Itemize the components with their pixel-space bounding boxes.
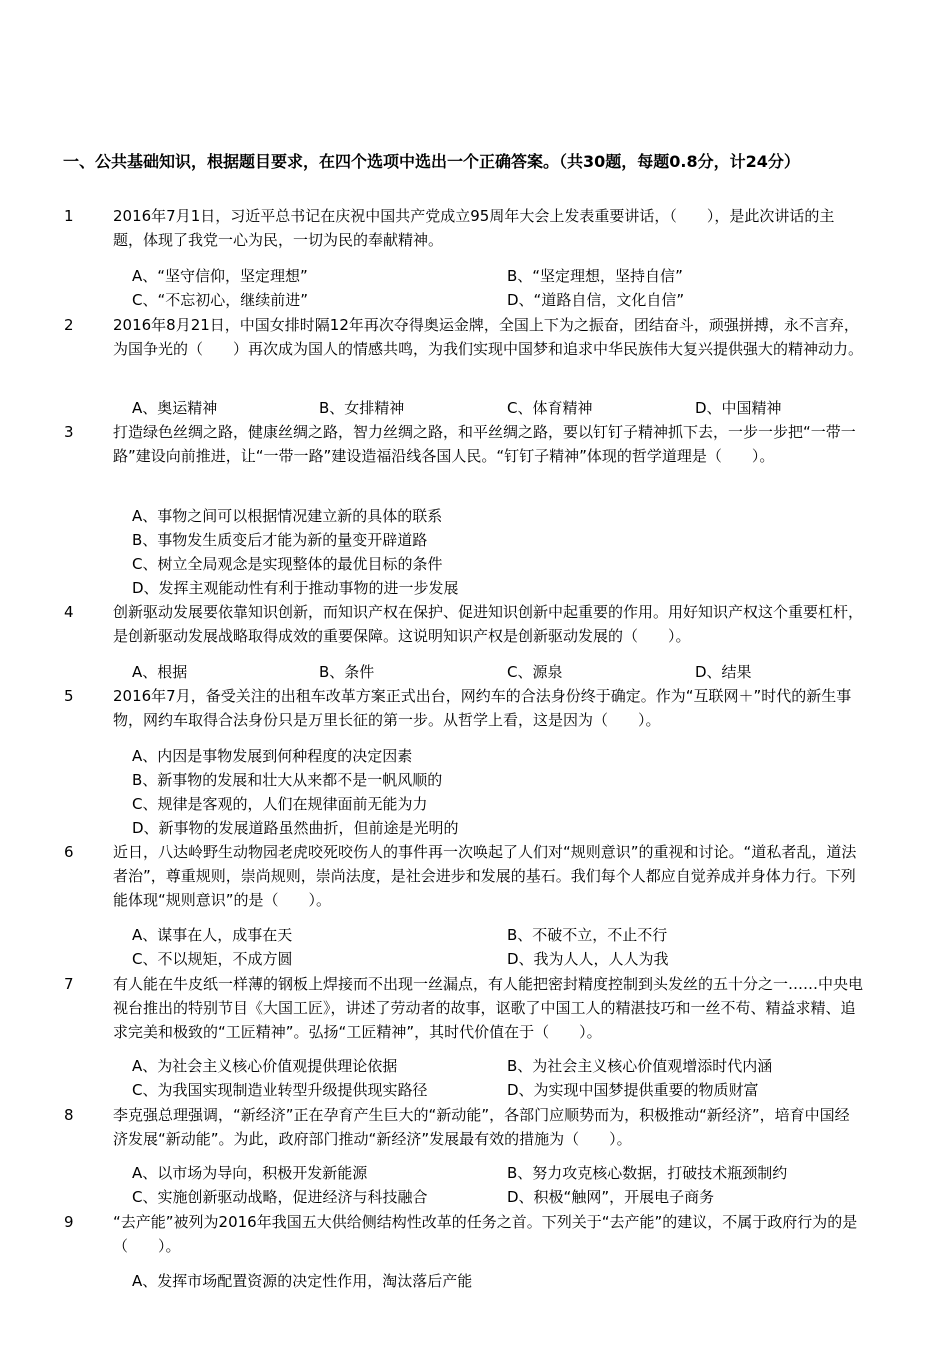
option-a[interactable]: A、谋事在人，成事在天 bbox=[132, 926, 293, 944]
option-c[interactable]: C、规律是客观的，人们在规律面前无能为力 bbox=[132, 795, 428, 813]
option-a[interactable]: A、奥运精神 bbox=[132, 399, 218, 417]
option-b[interactable]: B、新事物的发展和壮大从来都不是一帆风顺的 bbox=[132, 771, 443, 789]
question-number: 3 bbox=[64, 423, 74, 441]
option-a[interactable]: A、内因是事物发展到何种程度的决定因素 bbox=[132, 747, 413, 765]
question-stem: 有人能在牛皮纸一样薄的钢板上焊接而不出现一丝漏点，有人能把密封精度控制到头发丝的五十分之一……中央电视台推出的特别节目《大国工匠》，讲述了劳动者的故事，讴歌了中国工人的精湛技巧和一丝不苟、精益求精、追求完美和极致的“工匠精神”。弘扬“工匠精神”，其时代价值在于（ ）。 bbox=[113, 975, 864, 1041]
question-number: 7 bbox=[64, 975, 74, 993]
option-d[interactable]: D、我为人人，人人为我 bbox=[507, 950, 669, 968]
option-d[interactable]: D、发挥主观能动性有利于推动事物的进一步发展 bbox=[132, 579, 459, 597]
option-b[interactable]: B、事物发生质变后才能为新的量变开辟道路 bbox=[132, 531, 428, 549]
question-stem: 2016年7月，备受关注的出租车改革方案正式出台，网约车的合法身份终于确定。作为“互联网＋”时代的新生事物，网约车取得合法身份只是万里长征的第一步。从哲学上看，这是因为（ ）。 bbox=[113, 687, 852, 729]
question-number: 5 bbox=[64, 687, 74, 705]
question-number: 4 bbox=[64, 603, 74, 621]
question-number: 1 bbox=[64, 207, 74, 225]
option-c[interactable]: C、体育精神 bbox=[507, 399, 593, 417]
question-number: 8 bbox=[64, 1106, 74, 1124]
option-c[interactable]: C、实施创新驱动战略，促进经济与科技融合 bbox=[132, 1188, 428, 1206]
question-stem: 创新驱动发展要依靠知识创新，而知识产权在保护、促进知识创新中起重要的作用。用好知识产权这个重要杠杆，是创新驱动发展战略取得成效的重要保障。这说明知识产权是创新驱动发展的（ ）。 bbox=[113, 603, 864, 645]
option-a[interactable]: A、事物之间可以根据情况建立新的具体的联系 bbox=[132, 507, 443, 525]
option-b[interactable]: B、为社会主义核心价值观增添时代内涵 bbox=[507, 1057, 773, 1075]
question-stem: 李克强总理强调，“新经济”正在孕育产生巨大的“新动能”，各部门应顺势而为，积极推动“新经济”，培育中国经济发展“新动能”。为此，政府部门推动“新经济”发展最有效的措施为（ ）。 bbox=[113, 1106, 850, 1148]
question-stem: 打造绿色丝绸之路，健康丝绸之路，智力丝绸之路，和平丝绸之路，要以钉钉子精神抓下去，一步一步把“一带一路”建设向前推进，让“一带一路”建设造福沿线各国人民。“钉钉子精神”体现的哲学道理是（ ）。 bbox=[113, 423, 856, 465]
option-a[interactable]: A、为社会主义核心价值观提供理论依据 bbox=[132, 1057, 398, 1075]
option-d[interactable]: D、“道路自信，文化自信” bbox=[507, 291, 685, 309]
option-c[interactable]: C、不以规矩，不成方圆 bbox=[132, 950, 293, 968]
question-number: 2 bbox=[64, 316, 74, 334]
option-b[interactable]: B、女排精神 bbox=[319, 399, 405, 417]
option-b[interactable]: B、“坚定理想，坚持自信” bbox=[507, 267, 683, 285]
option-c[interactable]: C、源泉 bbox=[507, 663, 563, 681]
section-title: 一、公共基础知识，根据题目要求，在四个选项中选出一个正确答案。（共30题，每题0.8分，计24分） bbox=[63, 152, 800, 171]
option-c[interactable]: C、为我国实现制造业转型升级提供现实路径 bbox=[132, 1081, 428, 1099]
option-a[interactable]: A、以市场为导向，积极开发新能源 bbox=[132, 1164, 368, 1182]
question-stem: 2016年7月1日，习近平总书记在庆祝中国共产党成立95周年大会上发表重要讲话，（ ），是此次讲话的主题，体现了我党一心为民，一切为民的奉献精神。 bbox=[113, 207, 835, 249]
question-number: 6 bbox=[64, 843, 74, 861]
option-b[interactable]: B、条件 bbox=[319, 663, 375, 681]
option-d[interactable]: D、中国精神 bbox=[695, 399, 782, 417]
question-stem: 2016年8月21日，中国女排时隔12年再次夺得奥运金牌，全国上下为之振奋，团结奋斗，顽强拼搏，永不言弃，为国争光的（ ）再次成为国人的情感共鸣，为我们实现中国梦和追求中华民族伟大复兴提供强大的精神动力。 bbox=[113, 316, 864, 358]
question-stem: 近日，八达岭野生动物园老虎咬死咬伤人的事件再一次唤起了人们对“规则意识”的重视和讨论。“道私者乱，道法者治”，尊重规则，崇尚规则，崇尚法度，是社会进步和发展的基石。我们每个人都应自觉养成并身体力行。下列能体现“规则意识”的是（ ）。 bbox=[113, 843, 857, 909]
question-number: 9 bbox=[64, 1213, 74, 1231]
option-d[interactable]: D、为实现中国梦提供重要的物质财富 bbox=[507, 1081, 759, 1099]
option-c[interactable]: C、“不忘初心，继续前进” bbox=[132, 291, 309, 309]
option-a[interactable]: A、根据 bbox=[132, 663, 188, 681]
option-a[interactable]: A、发挥市场配置资源的决定性作用，淘汰落后产能 bbox=[132, 1272, 473, 1290]
option-d[interactable]: D、结果 bbox=[695, 663, 752, 681]
option-c[interactable]: C、树立全局观念是实现整体的最优目标的条件 bbox=[132, 555, 443, 573]
option-b[interactable]: B、不破不立，不止不行 bbox=[507, 926, 668, 944]
question-stem: “去产能”被列为2016年我国五大供给侧结构性改革的任务之首。下列关于“去产能”的建议，不属于政府行为的是（ ）。 bbox=[113, 1213, 858, 1255]
option-a[interactable]: A、“坚守信仰，坚定理想” bbox=[132, 267, 308, 285]
option-b[interactable]: B、努力攻克核心数据，打破技术瓶颈制约 bbox=[507, 1164, 788, 1182]
option-d[interactable]: D、新事物的发展道路虽然曲折，但前途是光明的 bbox=[132, 819, 459, 837]
option-d[interactable]: D、积极“触网”，开展电子商务 bbox=[507, 1188, 715, 1206]
